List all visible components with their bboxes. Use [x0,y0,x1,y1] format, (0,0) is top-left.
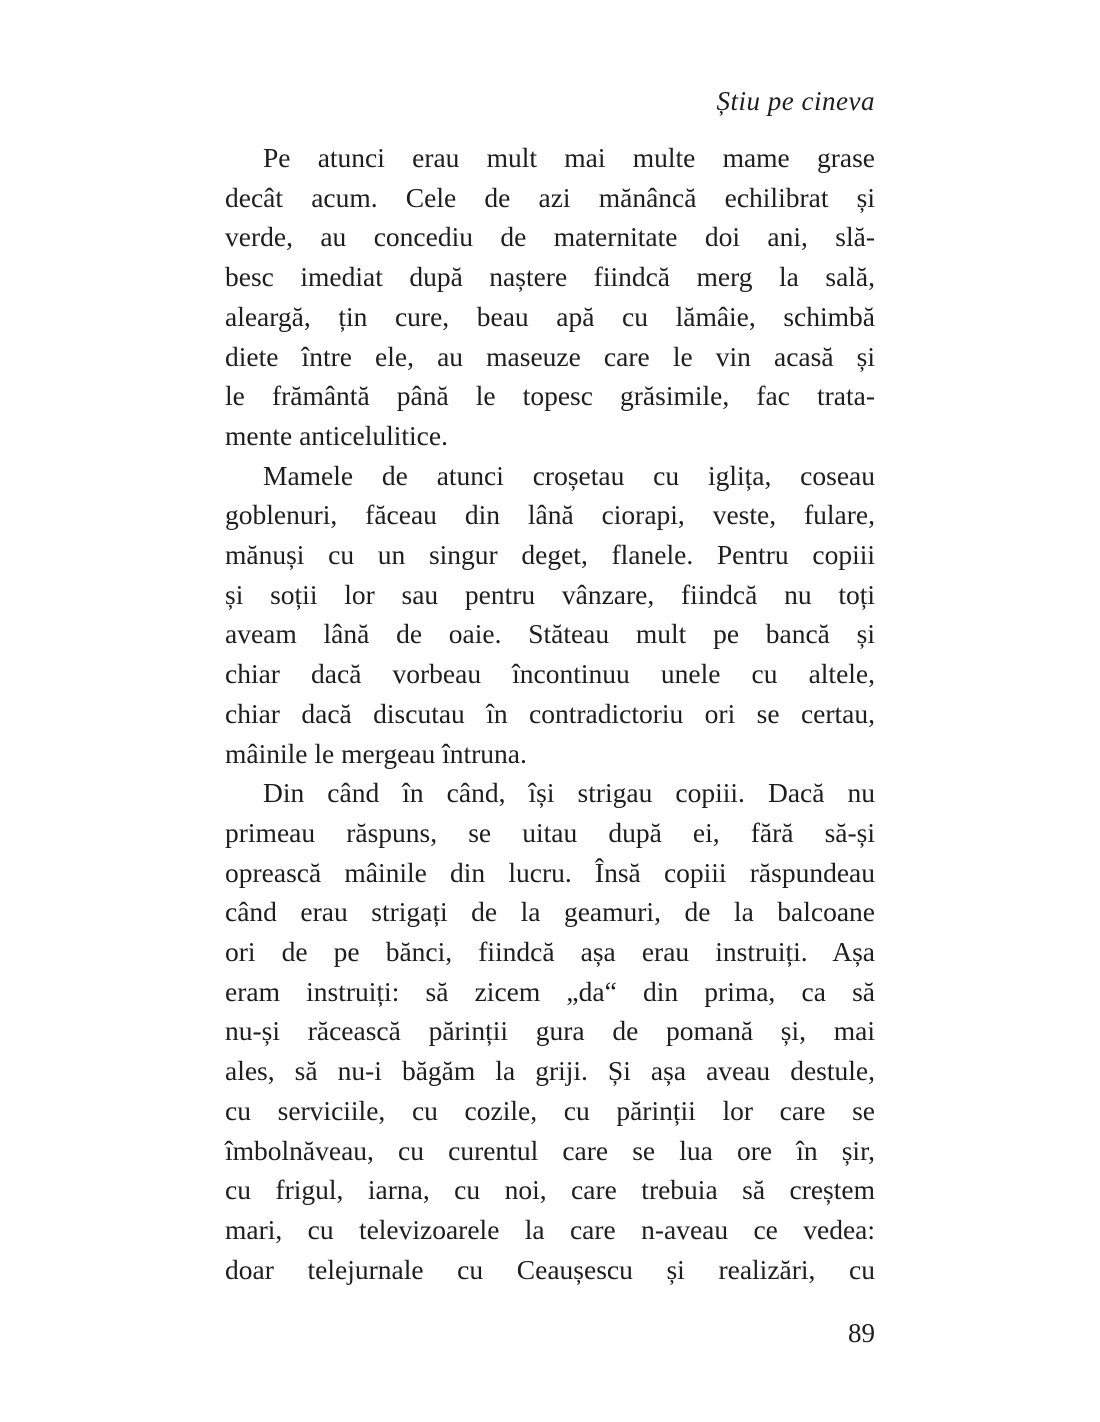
text-line: mente anticelulitice. [225,419,448,451]
text-line: diete între ele, au maseuze care le vin acasă și [225,340,875,372]
text-line: mâinile le mergeau întruna. [225,737,527,769]
text-line: eram instruiți: să zicem „da“ din prima, ca să [225,975,875,1007]
text-line: verde, au concediu de maternitate doi ani, slă- [225,221,875,253]
text-line: mănuși cu un singur deget, flanele. Pentru copiii [225,539,875,571]
running-head: Știu pe cineva [716,86,875,116]
text-line: ales, să nu-i băgăm la griji. Și așa aveau destule, [225,1055,875,1087]
text-line: oprească mâinile din lucru. Însă copiii răspundeau [225,856,875,888]
text-line: decât acum. Cele de azi mănâncă echilibrat și [225,181,875,213]
page-number: 89 [848,1318,875,1348]
text-line: aleargă, țin cure, beau apă cu lămâie, schimbă [225,300,875,332]
text-line: Din când în când, își strigau copiii. Dacă nu [263,777,875,809]
text-block [225,84,875,1289]
text-line: chiar dacă vorbeau încontinuu unele cu altele, [225,658,875,690]
text-line: doar telejurnale cu Ceaușescu și realizări, cu [225,1253,875,1285]
text-line: Mamele de atunci croșetau cu iglița, coseau [263,459,875,491]
text-line: le frământă până le topesc grăsimile, fac trata- [225,380,875,412]
text-line: chiar dacă discutau în contradictoriu ori se certau, [225,697,875,729]
text-line: când erau strigați de la geamuri, de la balcoane [225,896,875,928]
body-text [225,138,875,1289]
text-line: mari, cu televizoarele la care n-aveau ce vedea: [225,1213,875,1245]
text-line: nu-și răcească părinții gura de pomană și, mai [225,1015,875,1047]
text-line: aveam lână de oaie. Stăteau mult pe bancă și [225,618,875,650]
text-line: besc imediat după naștere fiindcă merg la sală, [225,261,875,293]
text-line: și soții lor sau pentru vânzare, fiindcă nu toți [225,578,875,610]
text-line: Pe atunci erau mult mai multe mame grase [263,142,875,173]
text-line: goblenuri, făceau din lână ciorapi, veste, fulare, [225,499,875,531]
text-line: ori de pe bănci, fiindcă așa erau instruiți. Așa [225,936,875,968]
text-line: cu serviciile, cu cozile, cu părinții lor care se [225,1094,875,1126]
text-line: îmbolnăveau, cu curentul care se lua ore în șir, [225,1134,875,1166]
text-line: cu frigul, iarna, cu noi, care trebuia să creștem [225,1174,875,1206]
text-line: primeau răspuns, se uitau după ei, fără să-și [225,816,875,848]
